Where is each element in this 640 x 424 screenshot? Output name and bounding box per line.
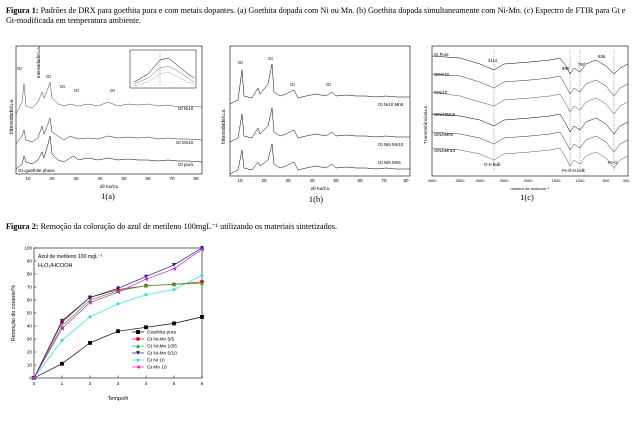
trace-label: Gt Mn10 xyxy=(176,140,194,145)
x-tick-label: 6 xyxy=(200,382,204,387)
y-tick-label: 20 xyxy=(26,349,32,355)
inset-ylabel: Intensidade/u.a. xyxy=(36,45,41,78)
legend-marker xyxy=(136,358,140,362)
peak-label: Gt xyxy=(290,82,295,87)
x-axis-label: Tempo/h xyxy=(107,396,129,402)
x-axis-label: número de onda/cm⁻¹ xyxy=(510,186,550,191)
y-tick-label: 100 xyxy=(24,245,32,251)
ftir-annotation: 3114 xyxy=(488,58,498,63)
legend-marker xyxy=(136,330,140,334)
x-tick-label: 50 xyxy=(121,176,127,181)
peak-label: Gt xyxy=(238,60,243,65)
x-tick-label: 40 xyxy=(97,176,103,181)
legend-label: Gt Mn 10 xyxy=(147,365,167,371)
data-point xyxy=(88,341,92,345)
data-point xyxy=(172,288,176,292)
x-tick-label: 60 xyxy=(145,176,151,181)
ftir-annotation: Fe-O-H bulk xyxy=(562,168,585,173)
ftir-annotation: 797 xyxy=(578,62,585,67)
ftir-annotation: 636 xyxy=(598,54,605,59)
xrd-panel-a xyxy=(8,44,208,199)
removal-chart xyxy=(8,240,208,416)
y-axis-label: Intensidade/u.a. xyxy=(221,108,227,144)
panel-label: 1(b) xyxy=(308,194,324,204)
x-tick-label: 1500 xyxy=(551,178,561,183)
x-tick-label: 80 xyxy=(193,176,199,181)
y-tick-label: 70 xyxy=(26,284,32,290)
y-tick-label: 50 xyxy=(26,310,32,316)
y-tick-label: 30 xyxy=(26,336,32,342)
y-tick-label: 10 xyxy=(26,362,32,368)
y-axis-label: Intensidade/u.a. xyxy=(9,98,15,134)
x-tick-label: 20 xyxy=(49,176,55,181)
x-tick-label: 20 xyxy=(261,178,267,183)
x-tick-label: 10 xyxy=(237,178,243,183)
x-tick-label: 80 xyxy=(403,178,409,183)
x-tick-label: 0 xyxy=(32,382,36,387)
data-point xyxy=(60,362,64,366)
x-tick-label: 70 xyxy=(381,178,387,183)
y-axis-label: Transmitância/u.a. xyxy=(424,104,429,144)
chart-note-1: Azul de metileno 100 mgL⁻¹ xyxy=(38,254,103,260)
x-axis-label: 2θ Kα/Cu xyxy=(310,186,330,191)
phase-note: Gt=goethite phase xyxy=(18,168,55,173)
trace-label: GtMn10 xyxy=(434,72,449,77)
x-tick-label: 40 xyxy=(309,178,315,183)
ftir-annotation: O-H bulk xyxy=(484,162,501,167)
legend-label: Gt Ni-Mn 5/5 xyxy=(147,337,175,343)
figure-1-caption-text: Padrões de DRX para goethita pura e com metais dopantes. (a) Goethita dopada com Ni ou Mn. (b) Goethita dopada simultaneamente com Ni-Mn. (c) Espectro de FTIR para Gt e Gt-modificada em temperatura ambiente. xyxy=(6,6,626,26)
x-tick-label: 30 xyxy=(285,178,291,183)
x-tick-label: 10 xyxy=(25,176,31,181)
figure-2-caption-text: Remoção da coloração do azul de metileno 100mgL⁻¹ utilizando os materiais sintetizados. xyxy=(40,222,338,231)
trace-label: GtNi5Mn5 xyxy=(434,132,453,137)
xrd-plot-a xyxy=(8,44,208,199)
y-axis-label: Remoção do corante/% xyxy=(11,284,17,342)
chart-note-2: H₂O₂/HCOOH xyxy=(38,263,73,269)
x-tick-label: 5 xyxy=(172,382,176,387)
ftir-panel-c xyxy=(420,44,634,214)
ftir-plot-c xyxy=(420,44,634,194)
data-point xyxy=(172,263,176,267)
xrd-plot-b xyxy=(216,44,416,194)
peak-label: Gt xyxy=(110,88,115,93)
data-point xyxy=(172,322,176,326)
trace-label: Gt Ni10 xyxy=(178,106,194,111)
trace-label: Gt pura xyxy=(178,162,194,167)
legend-label: Goethita pura xyxy=(147,330,177,336)
figure-2-caption xyxy=(6,222,634,232)
legend-label: Gt Ni-Mn 5/10 xyxy=(147,351,177,357)
data-point xyxy=(200,315,204,319)
x-tick-label: 500 xyxy=(602,178,610,183)
removal-chart-svg xyxy=(8,240,208,416)
ftir-annotation: 890 xyxy=(562,66,569,71)
x-axis-label: 2θ Kα/Cu xyxy=(99,184,119,189)
data-point xyxy=(144,293,148,297)
y-tick-label: 90 xyxy=(26,258,32,264)
legend-marker xyxy=(136,365,140,369)
x-tick-label: 2000 xyxy=(523,178,533,183)
x-tick-label: 50 xyxy=(333,178,339,183)
peak-label: Gt xyxy=(46,74,51,79)
peak-label: Gt xyxy=(74,88,79,93)
y-tick-label: 60 xyxy=(26,297,32,303)
figure-2-caption-label: Figura 2: xyxy=(6,222,39,231)
x-tick-label: 1000 xyxy=(575,178,585,183)
y-tick-label: 40 xyxy=(26,323,32,329)
trace-label: Gt Ni5 Mn10 xyxy=(378,142,404,147)
legend-label: Gt Ni 10 xyxy=(147,358,165,364)
panel-label: 1(a) xyxy=(101,191,115,201)
x-tick-label: 70 xyxy=(169,176,175,181)
xrd-panel-b xyxy=(216,44,416,214)
data-point xyxy=(116,329,120,333)
trace-label: Gt Ni10 Mn5 xyxy=(378,102,404,107)
x-tick-label: 3 xyxy=(116,382,120,387)
x-tick-label: 3000 xyxy=(475,178,485,183)
x-tick-label: 4000 xyxy=(427,178,437,183)
peak-label: Gt xyxy=(326,82,331,87)
trace-label: Gt Ni5 Mn5 xyxy=(378,160,401,165)
data-point xyxy=(172,267,176,271)
x-tick-label: 400 xyxy=(622,178,630,183)
series-0 xyxy=(32,315,204,380)
panel-label: 1(c) xyxy=(520,192,534,202)
xrd-inset xyxy=(130,50,196,88)
chart-legend xyxy=(132,330,177,371)
data-point xyxy=(200,273,204,277)
trace-label: GtNi10Mn5 xyxy=(434,112,456,117)
trace-label: Gt Pura xyxy=(434,52,449,57)
peak-label: Gt xyxy=(268,56,273,61)
legend-label: Gt Ni-Mn 10/5 xyxy=(147,344,177,350)
data-point xyxy=(144,325,148,329)
x-tick-label: 4 xyxy=(144,382,148,387)
x-tick-label: 3500 xyxy=(455,178,465,183)
x-tick-label: 30 xyxy=(73,176,79,181)
figure-1-caption-label: Figura 1: xyxy=(6,6,39,15)
peak-label: Gt xyxy=(60,84,65,89)
legend-marker xyxy=(136,337,140,341)
trace-label: GtNi5Mn10 xyxy=(434,148,456,153)
y-tick-label: 0 xyxy=(29,375,32,381)
x-tick-label: 2 xyxy=(88,382,92,387)
ftir-annotation: Fe-O xyxy=(608,160,618,165)
x-tick-label: 60 xyxy=(357,178,363,183)
y-tick-label: 80 xyxy=(26,271,32,277)
x-tick-label: 1 xyxy=(60,382,64,387)
x-tick-label: 2500 xyxy=(499,178,509,183)
trace-label: GtNi10 xyxy=(434,90,448,95)
data-point xyxy=(116,302,120,306)
figure-1-caption xyxy=(6,6,634,26)
peak-label: Gt xyxy=(17,66,22,71)
